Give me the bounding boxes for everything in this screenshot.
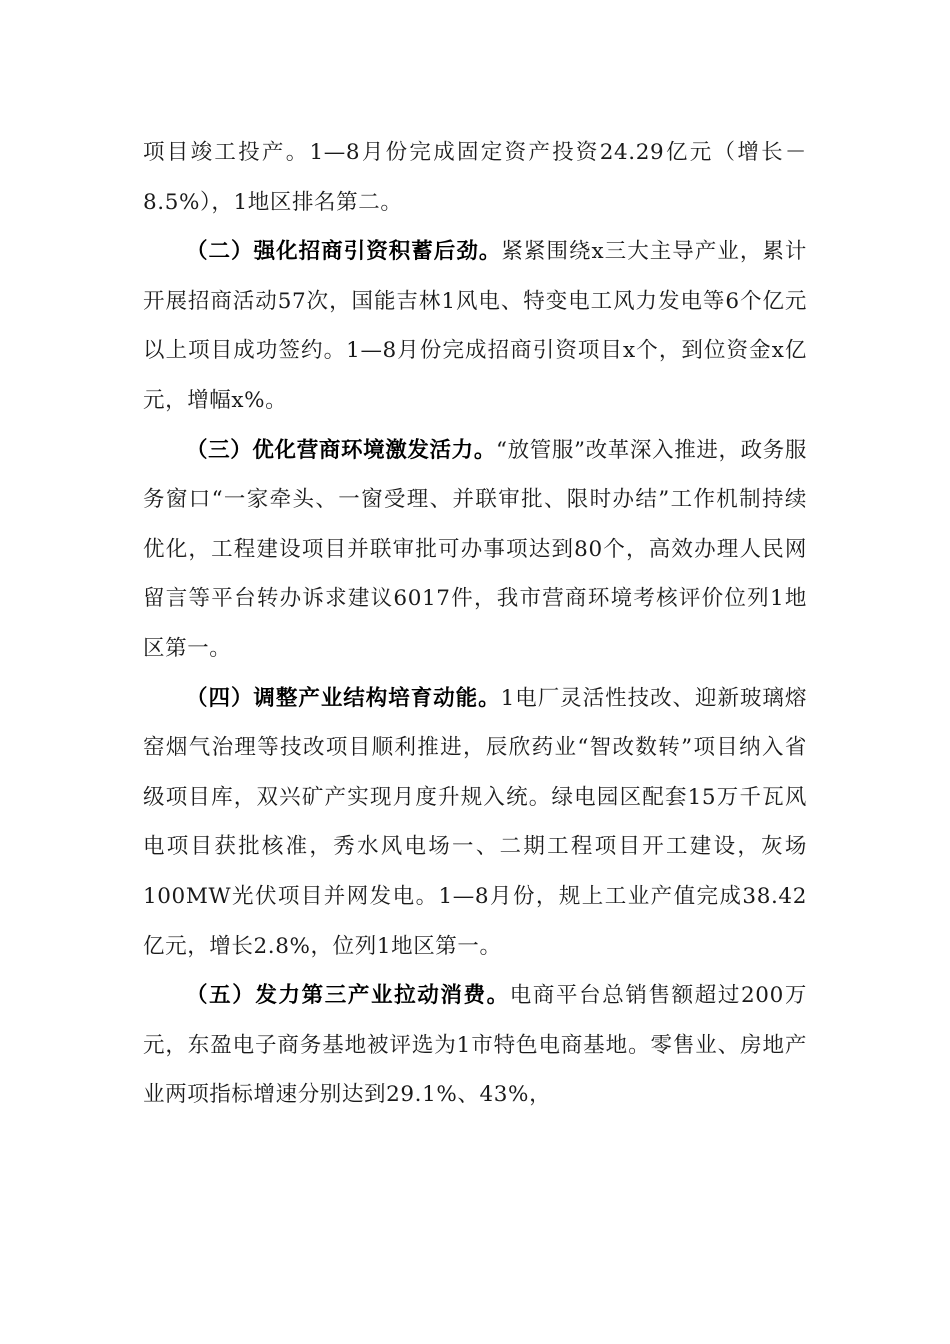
paragraph-tertiary-industry xyxy=(143,971,807,1120)
section-heading: （五）发力第三产业拉动消费。 xyxy=(186,983,510,1009)
paragraph-business-environment xyxy=(143,426,807,674)
section-heading: （二）强化招商引资积蓄后劲。 xyxy=(186,239,502,265)
paragraph-industrial-structure xyxy=(143,674,807,972)
paragraph-text: 电商平台总销售额超过200万元，东盈电子商务基地被评选为1市特色电商基地。零售业、房地产业两项指标增速分别达到29.1%、43%， xyxy=(143,983,807,1108)
paragraph-text: “放管服”改革深入推进，政务服务窗口“一家牵头、一窗受理、并联审批、限时办结”工作机制持续优化，工程建设项目并联审批可办事项达到80个，高效办理人民网留言等平台转办诉求建议6017件，我市营商环境考核评价位列1地区第一。 xyxy=(143,437,808,661)
section-heading: （三）优化营商环境激发活力。 xyxy=(186,437,496,463)
section-heading: （四）调整产业结构培育动能。 xyxy=(186,685,501,711)
paragraph-investment-attraction xyxy=(143,227,807,425)
paragraph-investment xyxy=(143,128,807,227)
paragraph-text: 1电厂灵活性技改、迎新玻璃熔窑烟气治理等技改项目顺利推进，辰欣药业“智改数转”项目纳入省级项目库，双兴矿产实现月度升规入统。绿电园区配套15万千瓦风电项目获批核准，秀水风电场一、二期工程项目开工建设，灰场100MW光伏项目并网发电。1—8月份，规上工业产值完成38.42亿元，增长2.8%，位列1地区第一。 xyxy=(143,685,807,959)
paragraph-text: 项目竣工投产。1—8月份完成固定资产投资24.29亿元（增长－8.5%），1地区排名第二。 xyxy=(143,140,807,215)
document-body xyxy=(143,128,807,1120)
paragraph-text: 紧紧围绕x三大主导产业，累计开展招商活动57次，国能吉林1风电、特变电工风力发电等6个亿元以上项目成功签约。1—8月份完成招商引资项目x个，到位资金x亿元，增幅x%。 xyxy=(143,239,807,413)
